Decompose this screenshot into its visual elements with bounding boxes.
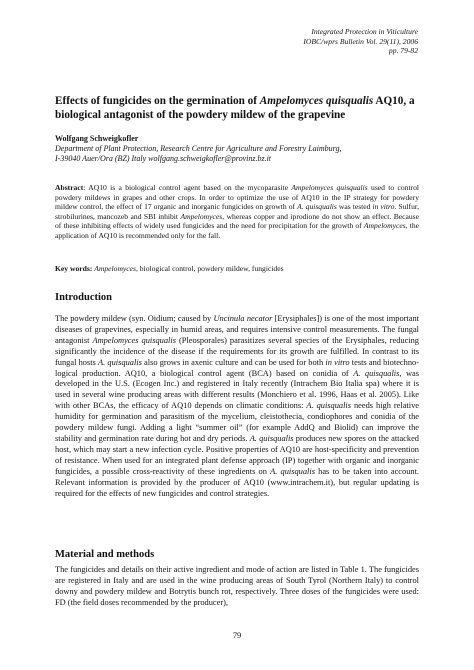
journal-name: Integrated Protection in Viticulture (311, 27, 418, 36)
keywords-label: Key words: (55, 264, 93, 273)
methods-heading: Material and methods (55, 549, 155, 560)
abstract: Abstract: AQ10 is a biological control agent based on the mycoparasite Ampelomyces quisqualis used to control powdery mildews in grapes and other crops. In order to optimize the use of AQ10 in the IP strategy for powdery mildew control, the effect of 17 organic and inorganic fungicides on growth of A. quisqualis was tested in vitro. Sulfur, strobilurines, mancozeb and SBI inhibit Ampelomyces, whereas copper and iprodione do not show an effect. Because of these inhibiting effects of widely used fungicides and the need for precipitation for the growth of Ampelomyces, the application of AQ10 is recommended only for the fall. (55, 183, 420, 240)
introduction-heading: Introduction (55, 292, 112, 303)
paper-title: Effects of fungicides on the germination of Ampelomyces quisqualis AQ10, a biological antagonist of the powdery mildew of the grapevine (55, 95, 415, 121)
affiliation-line-1: Department of Plant Protection, Research Centre for Agriculture and Forestry Laimburg, (55, 144, 342, 153)
methods-paragraph: The fungicides and details on their active ingredient and mode of action are listed in Table 1. The fungicides are registered in Italy and are used in the wine producing areas of South Tyrol (Northern Italy) to control downy and powdery mildew and Botrytis bunch rot, respectively. Three doses of the fungicides were used: FD (the field doses recommended by the producer), (55, 565, 419, 607)
author-block (55, 134, 419, 164)
title-species: Ampelomyces quisqualis (259, 95, 374, 107)
page-number: 79 (232, 631, 242, 640)
affiliation-line-2: I-39040 Auer/Ora (BZ) Italy wolfgang.schweigkofler@provinz.bz.it (55, 154, 272, 163)
journal-header (178, 27, 418, 56)
keywords: Key words: Ampelomyces, biological control, powdery mildew, fungicides (55, 264, 284, 273)
journal-volume: IOBC/wprs Bulletin Vol. 29(11), 2006 (303, 36, 418, 46)
author-name: Wolfgang Schweigkofler (55, 134, 139, 143)
page-range: pp. 79-82 (388, 46, 418, 56)
abstract-label: Abstract (55, 183, 84, 192)
introduction-paragraph: The powdery mildew (syn. Oidium; caused by Uncinula necator [Erysiphales]) is one of the most important diseases of grapevines, especially in humid areas, and requires intensive control measurements. The fungal antagonist Ampelomyces quisqualis (Pleosporales) parasitizes several species of the Erysiphales, reducing significantly the incidence of the disease if the requirements for its growth are fulfilled. In contrast to its fungal hosts A. quisqualis also grows in axenic culture and can be used for both in vitro tests and biotechno-logical production. AQ10, a biological control agent (BCA) based on conidia of A. quisqualis, was developed in the U.S. (Ecogen Inc.) and registered in Italy recently (Intrachem Bio Italia spa) where it is used in several wine producing areas with different results (Monchiero et al. 1996, Haas et al. 2005). Like with other BCAs, the efficacy of AQ10 depends on climatic conditions: A. quisqualis needs high relative humidity for germination and parasitism of the mycelium, cleistothecia, condiophores and conidia of the powdery mildew fungi. Adding a light “summer oil” (for example AddQ and Biolid) can improve the stability and germination rate during hot and dry periods. A. quisqualis produces new spores on the attacked host, which may start a new infection cycle. Positive properties of AQ10 are host-specificity and prevention of resistance. When used for an integrated plant defense approach (IP) together with organic and inorganic fungicides, a possible cross-reactivity of these ingredients on A. quisqualis has to be taken into account. Relevant information is provided by the producer of AQ10 (www.intrachem.it), but regular updating is required for the effects of new fungicides and control strategies. (55, 314, 419, 498)
